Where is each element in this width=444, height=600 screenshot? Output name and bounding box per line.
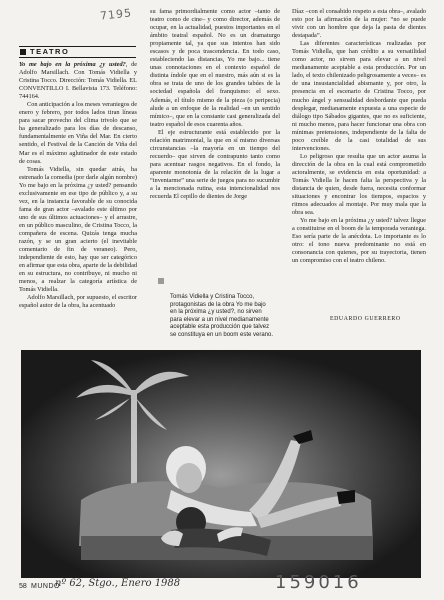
handwritten-archive-number: 159016 bbox=[275, 572, 362, 593]
article-paragraph: Las diferentes características realizadas por Tomás Vidiella, que han crédito a su versatilidad como actor, no sirven para elevar a un nivel medianamente aceptable a esta producción. Por un lado, el texto chilenizado peligrosamente a veces– es de una insustancialidad abismante y, por otro, la presencia en el escenario de Cristina Tocco, por mucho ángel y sensualidad desbordante que pueda desplegar, medianamente expuesta a una especie de diálogo tipo Sábados gigantes, que no es suficiente, ni mucho menos, para hacer funcionar una obra con mínimas pretensiones, independiente de la falta de poco creíble de la casi totalidad de sus intervenciones. bbox=[292, 40, 426, 152]
page-number: 58 bbox=[19, 583, 27, 590]
article-column-3 bbox=[292, 8, 426, 314]
article-paragraph: Yo me bajo en la próxima ¿y usted? talvez llegue a constituirse en el boom de la temporada veraniega. Eso sería parte de la anécdota. Lo importante es lo otro: el tono nueva predominante no está en consonancia con quienes, por su trayectoria, tienen un compromiso con el teatro chileno. bbox=[292, 217, 426, 265]
article-column-2 bbox=[150, 8, 280, 278]
article-paragraph: su fama primordialmente como actor –tanto de teatro como de cine– y como director, además de ocupar, en la actualidad, puestos importantes en el ámbito teatral español. No es un dramaturgo propiamente tal, ya que sus intentos han sido escasos y de poca trascendencia. En todo caso, estableciendo las distancias, Yo me bajo... tiene unas connotaciones en el contexto español de distinta índole que en el nuestro, más aún si es la obra se trata de uno de los grandes tabúes de la sociedad española del franquismo: el sexo. Además, el título mismo de la pieza (o peripecia) alude a un enfoque de la realidad –en un sentido mímico–, que en la constante casi generalizada del teatro español de esos cuarenta años. bbox=[150, 8, 280, 128]
article-paragraph: El eje estructurante está establecido por la relación matrimonial, la que en sí mismo diversas circunstancias –la mayoría en un tiempo del recuerdo– que sirven de contrapunto tanto como para acentuar rasgos negativos. En el fondo, la aparente monotonía de la relación de la lugar a “inventarme” una serie de juegos para no sucumbir a la mencionada rutina, esta intencionalidad nos recuerda El cepillo de dientes de Jorge bbox=[150, 128, 280, 201]
article-paragraph: Con anticipación a los meses veraniegos de enero y febrero, por todos lados tiran líneas para sacar provecho del clima trivolo que se ha generalizado para los días de descanso, fundamentalmente en Viña del Mar. En cierto sentido, el Festival de la Canción de Viña del Mar es el máximo aglutinador de este estado de cosas. bbox=[19, 101, 137, 165]
handwritten-annotation-top: 7195 bbox=[99, 6, 133, 23]
credits-paragraph bbox=[19, 61, 137, 101]
section-square-icon bbox=[20, 49, 26, 55]
article-paragraph: Adolfo Marsillach, por supuesto, el escritor español autor de la obra, ha acentuado bbox=[19, 294, 137, 310]
section-title: TEATRO bbox=[30, 47, 70, 56]
author-signature: EDUARDO GUERRERO bbox=[330, 316, 401, 322]
section-header bbox=[19, 46, 136, 58]
play-credits: , de Adolfo Marsillach. Con Tomás Vidiella y Cristina Tocco. Dirección: Tomás Vidiella. EL CONVENTILLO I. Bellavista 173. Teléfono: 744164. bbox=[19, 61, 138, 101]
photo-caption: Tomás Vidiella y Cristina Tocco, protagonistas de la obra Yo me bajo en la próxima ¿y usted?, no sirven para elevar a un nivel medianamente aceptable esta producción que talvez se constituya en un boom este verano. bbox=[170, 294, 274, 338]
production-photo bbox=[21, 350, 421, 578]
article-paragraph: Díaz –con el consabido respeto a esta obra–, avalado esto por la afirmación de la mujer: “no se puede vivir con un hombre que deja la pasta de dientes destapada”. bbox=[292, 8, 426, 40]
caption-marker bbox=[158, 278, 164, 284]
page-footer bbox=[19, 572, 429, 594]
play-title: Yo me bajo en la próxima ¿y usted? bbox=[19, 61, 126, 68]
photo-illustration bbox=[21, 350, 421, 578]
article-paragraph: Tomás Vidiella, sin quedar atrás, ha estrenado la comedia (por darle algún nombre) Yo me bajo en la próxima ¿y usted? pensando exclusivamente en ese tipo de público y, a su vez, en la instancia favorable de su conocida fama de gran actor –avalado este último por uno de sus últimos actuaciones– y el arrastre, en un público masculino, de Cristina Tocco, la compañera de escena. Quizás tenga mucha razón, y se un gran acierto (el inevitable comentario de fin de veraneo). Pero, independiente de esto, hay que ser categórico en afirmar que esta obra, aparte de la debilidad en su estructura, no contribuye, ni mucho ni menos, a realzar la categoría artística de Tomás Vidiella. bbox=[19, 165, 138, 294]
magazine-name: MUNDO bbox=[31, 583, 60, 590]
article-paragraph: Lo peligroso que resulta que un actor asuma la dirección de la obra en la cual está comprometido actoralmente, se evidencia en esta oportunidad: a Tomás Vidiella le hacen falta la perspectiva y la distancia de quien, desde fuera, necesita conformar situaciones y encontrar los tiempos, espacios y ritmos adecuados al montaje. Por muy mala que la obra sea. bbox=[292, 152, 426, 217]
article-column-1 bbox=[19, 61, 137, 351]
handwritten-issue-date: nº 62, Stgo., Enero 1988 bbox=[55, 578, 181, 589]
